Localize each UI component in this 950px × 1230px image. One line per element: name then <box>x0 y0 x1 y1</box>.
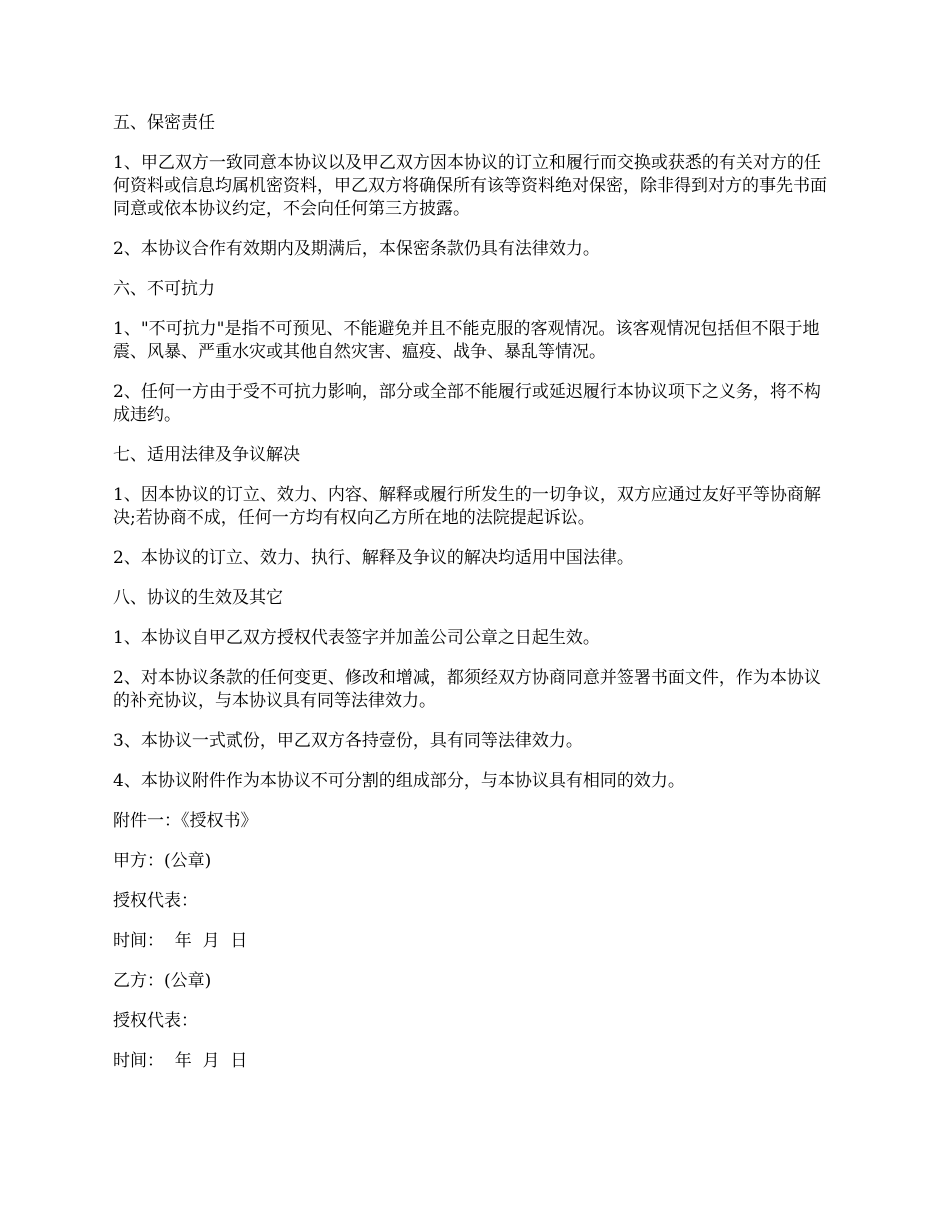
party-b-representative-line: 授权代表： <box>113 1011 198 1031</box>
attachment-line: 附件一：《授权书》 <box>113 811 258 831</box>
clause-effectiveness-4: 4、本协议附件作为本协议不可分割的组成部分，与本协议具有相同的效力。 <box>113 771 685 791</box>
clause-force-majeure-1: 1、"不可抗力"是指不可预见、不能避免并且不能克服的客观情况。该客观情况包括但不限于地震、风暴、严重水灾或其他自然灾害、瘟疫、战争、暴乱等情况。 <box>113 319 820 362</box>
clause-effectiveness-2: 2、对本协议条款的任何变更、修改和增减，都须经双方协商同意并签署书面文件，作为本协议的补充协议，与本协议具有同等法律效力。 <box>113 668 821 711</box>
party-a-representative-line: 授权代表： <box>113 891 198 911</box>
clause-confidentiality-2: 2、本协议合作有效期内及期满后，本保密条款仍具有法律效力。 <box>113 239 600 259</box>
clause-governing-law-2: 2、本协议的订立、效力、执行、解释及争议的解决均适用中国法律。 <box>113 548 634 568</box>
section-heading-effectiveness: 八、协议的生效及其它 <box>113 588 283 608</box>
clause-effectiveness-1: 1、本协议自甲乙双方授权代表签字并加盖公司公章之日起生效。 <box>113 628 600 648</box>
party-b-seal-line: 乙方：(公章) <box>113 971 212 991</box>
clause-effectiveness-3: 3、本协议一式贰份，甲乙双方各持壹份，具有同等法律效力。 <box>113 731 583 751</box>
party-b-date-line: 时间： 年 月 日 <box>113 1051 248 1071</box>
document-body <box>113 112 837 1090</box>
section-heading-governing-law: 七、适用法律及争议解决 <box>113 445 300 465</box>
clause-governing-law-1: 1、因本协议的订立、效力、内容、解释或履行所发生的一切争议，双方应通过友好平等协商解决;若协商不成，任何一方均有权向乙方所在地的法院提起诉讼。 <box>113 485 821 528</box>
party-a-seal-line: 甲方：(公章) <box>113 851 212 871</box>
section-heading-force-majeure: 六、不可抗力 <box>113 279 215 299</box>
party-a-date-line: 时间： 年 月 日 <box>113 931 248 951</box>
clause-force-majeure-2: 2、任何一方由于受不可抗力影响，部分或全部不能履行或延迟履行本协议项下之义务，将不构成违约。 <box>113 382 821 425</box>
clause-confidentiality-1: 1、甲乙双方一致同意本协议以及甲乙双方因本协议的订立和履行而交换或获悉的有关对方的任何资料或信息均属机密资料，甲乙双方将确保所有该等资料绝对保密，除非得到对方的事先书面同意或依本协议约定，不会向任何第三方披露。 <box>113 153 827 219</box>
section-heading-confidentiality: 五、保密责任 <box>113 113 215 133</box>
